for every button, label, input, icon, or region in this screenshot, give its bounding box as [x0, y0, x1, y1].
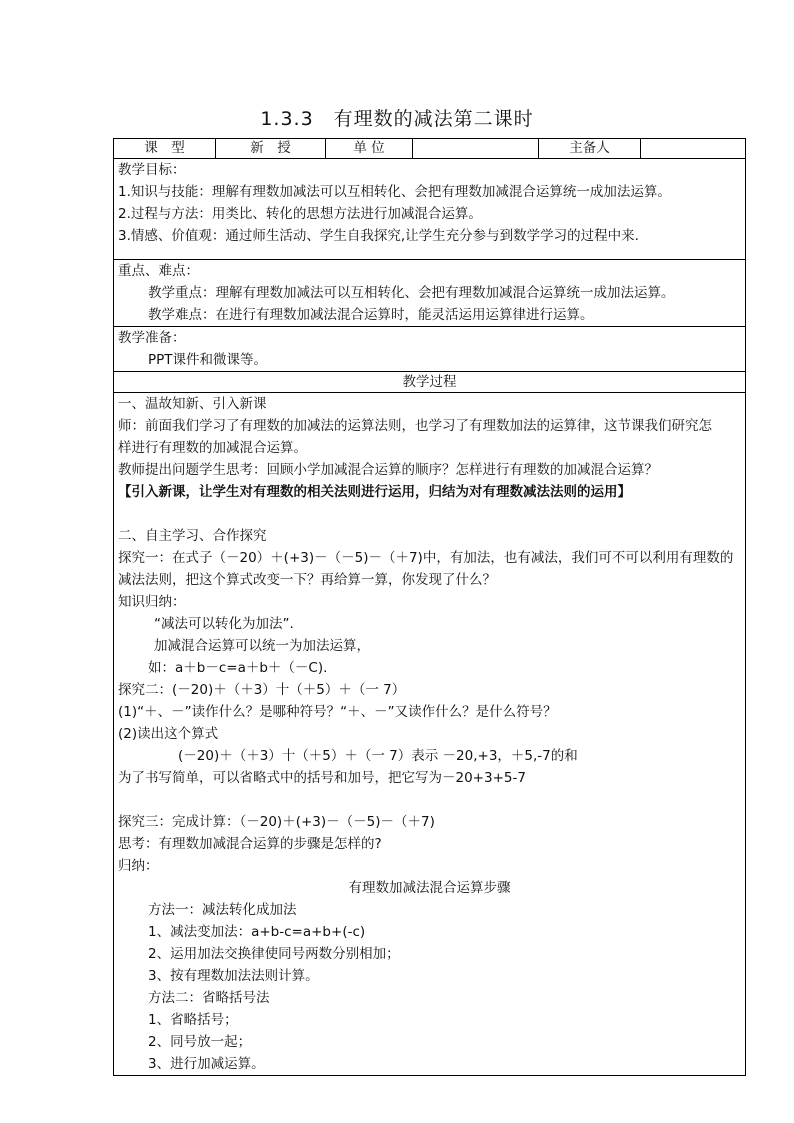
header-row	[114, 139, 746, 159]
key-difficulty-line: 教学难点：在进行有理数加减法混合运算时，能灵活运用运算律进行运算。	[148, 307, 594, 323]
section-1-title: 一、温故知新、引入新课	[118, 396, 267, 412]
spacer	[118, 789, 741, 811]
goal-line: 1.知识与技能：理解有理数加减法可以互相转化、会把有理数加减混合运算统一成加法运算。	[118, 184, 671, 200]
key-heading: 重点、难点：	[118, 263, 199, 279]
paragraph: 【引入新课，让学生对有理数的相关法则进行运用，归结为对有理数减法法则的运用】	[118, 484, 631, 500]
exploration-2: 探究二：(－20)＋（＋3）十（＋5）＋（一 7）	[118, 682, 406, 698]
goal-line: 3.情感、价值观：通过师生活动、学生自我探究,让学生充分参与到数学学习的过程中来.	[118, 228, 639, 244]
method-2: 方法二：省略括号法	[148, 990, 270, 1006]
knowledge-title: 知识归纳：	[118, 594, 186, 610]
method-1: 方法一：减法转化成加法	[148, 902, 297, 918]
preparer-label: 主备人	[539, 139, 641, 159]
lesson-plan-table	[113, 138, 746, 1076]
exploration-1-cont: 减法法则，把这个算式改变一下？再给算一算，你发现了什么？	[118, 572, 496, 588]
exploration-3: 探究三：完成计算：（－20)＋(+3)－（－5)－（＋7)	[118, 814, 435, 830]
goals-row	[114, 159, 746, 260]
process-row	[114, 393, 746, 1076]
process-label: 教学过程	[114, 372, 746, 393]
unit-label: 单 位	[326, 139, 413, 159]
question-2: (2)读出这个算式	[118, 726, 219, 742]
knowledge-line: 加减混合运算可以统一为加法运算，	[154, 638, 370, 654]
knowledge-line: “减法可以转化为加法”.	[154, 616, 294, 632]
goal-line: 2.过程与方法：用类比、转化的思想方法进行加减混合运算。	[118, 206, 482, 222]
spacer	[118, 503, 741, 525]
key-point-line: 教学重点：理解有理数加减法可以互相转化、会把有理数加减混合运算统一成加法运算。	[148, 285, 675, 301]
method-1-step: 3、按有理数加法法则计算。	[148, 968, 319, 984]
course-type-value: 新 授	[216, 139, 326, 159]
method-1-step: 1、减法变加法：a+b-c=a+b+(-c)	[148, 924, 366, 940]
method-1-step: 2、运用加法交换律使同号两数分别相加；	[148, 946, 400, 962]
page-title: 1.3.3 有理数的减法第二课时	[260, 108, 534, 130]
question-1: (1)“＋、－”读作什么？是哪种符号？“＋、－”又读作什么？是什么符号？	[118, 704, 557, 720]
process-label-row	[114, 372, 746, 393]
paragraph: 教师提出问题学生思考：回顾小学加减混合运算的顺序？怎样进行有理数的加减混合运算？	[118, 462, 658, 478]
prep-line: PPT课件和微课等。	[148, 352, 268, 368]
expression-simplified: 为了书写简单，可以省略式中的括号和加号，把它写为－20+3+5-7	[118, 770, 526, 786]
prep-heading: 教学准备：	[118, 330, 186, 346]
course-type-label: 课 型	[114, 139, 216, 159]
summary-label: 归纳：	[118, 858, 159, 874]
key-points-row	[114, 260, 746, 327]
steps-title: 有理数加减法混合运算步骤	[348, 880, 511, 896]
knowledge-example: 如：a＋b－c=a＋b＋（－C).	[148, 660, 328, 676]
expression-read: (－20)＋（＋3）十（＋5）＋（一 7）表示 －20,+3，＋5,-7的和	[178, 748, 578, 764]
method-2-step: 1、省略括号；	[148, 1012, 238, 1028]
paragraph: 样进行有理数的加减混合运算。	[118, 440, 307, 456]
preparation-row	[114, 327, 746, 372]
method-2-step: 2、同号放一起；	[148, 1034, 252, 1050]
paragraph: 师：前面我们学习了有理数的加减法的运算法则，也学习了有理数加法的运算律，这节课我们研究怎	[118, 418, 712, 434]
think-question: 思考：有理数加减混合运算的步骤是怎样的?	[118, 836, 382, 852]
method-2-step: 3、进行加减运算。	[148, 1056, 265, 1072]
preparer-value	[641, 139, 746, 159]
unit-value	[413, 139, 539, 159]
section-2-title: 二、自主学习、合作探究	[118, 528, 267, 544]
goals-heading: 教学目标：	[118, 162, 186, 178]
exploration-1: 探究一：在式子（－20）＋(+3)－（－5)－（＋7)中，有加法，也有减法，我们可不可以利用有理数的	[118, 550, 734, 566]
